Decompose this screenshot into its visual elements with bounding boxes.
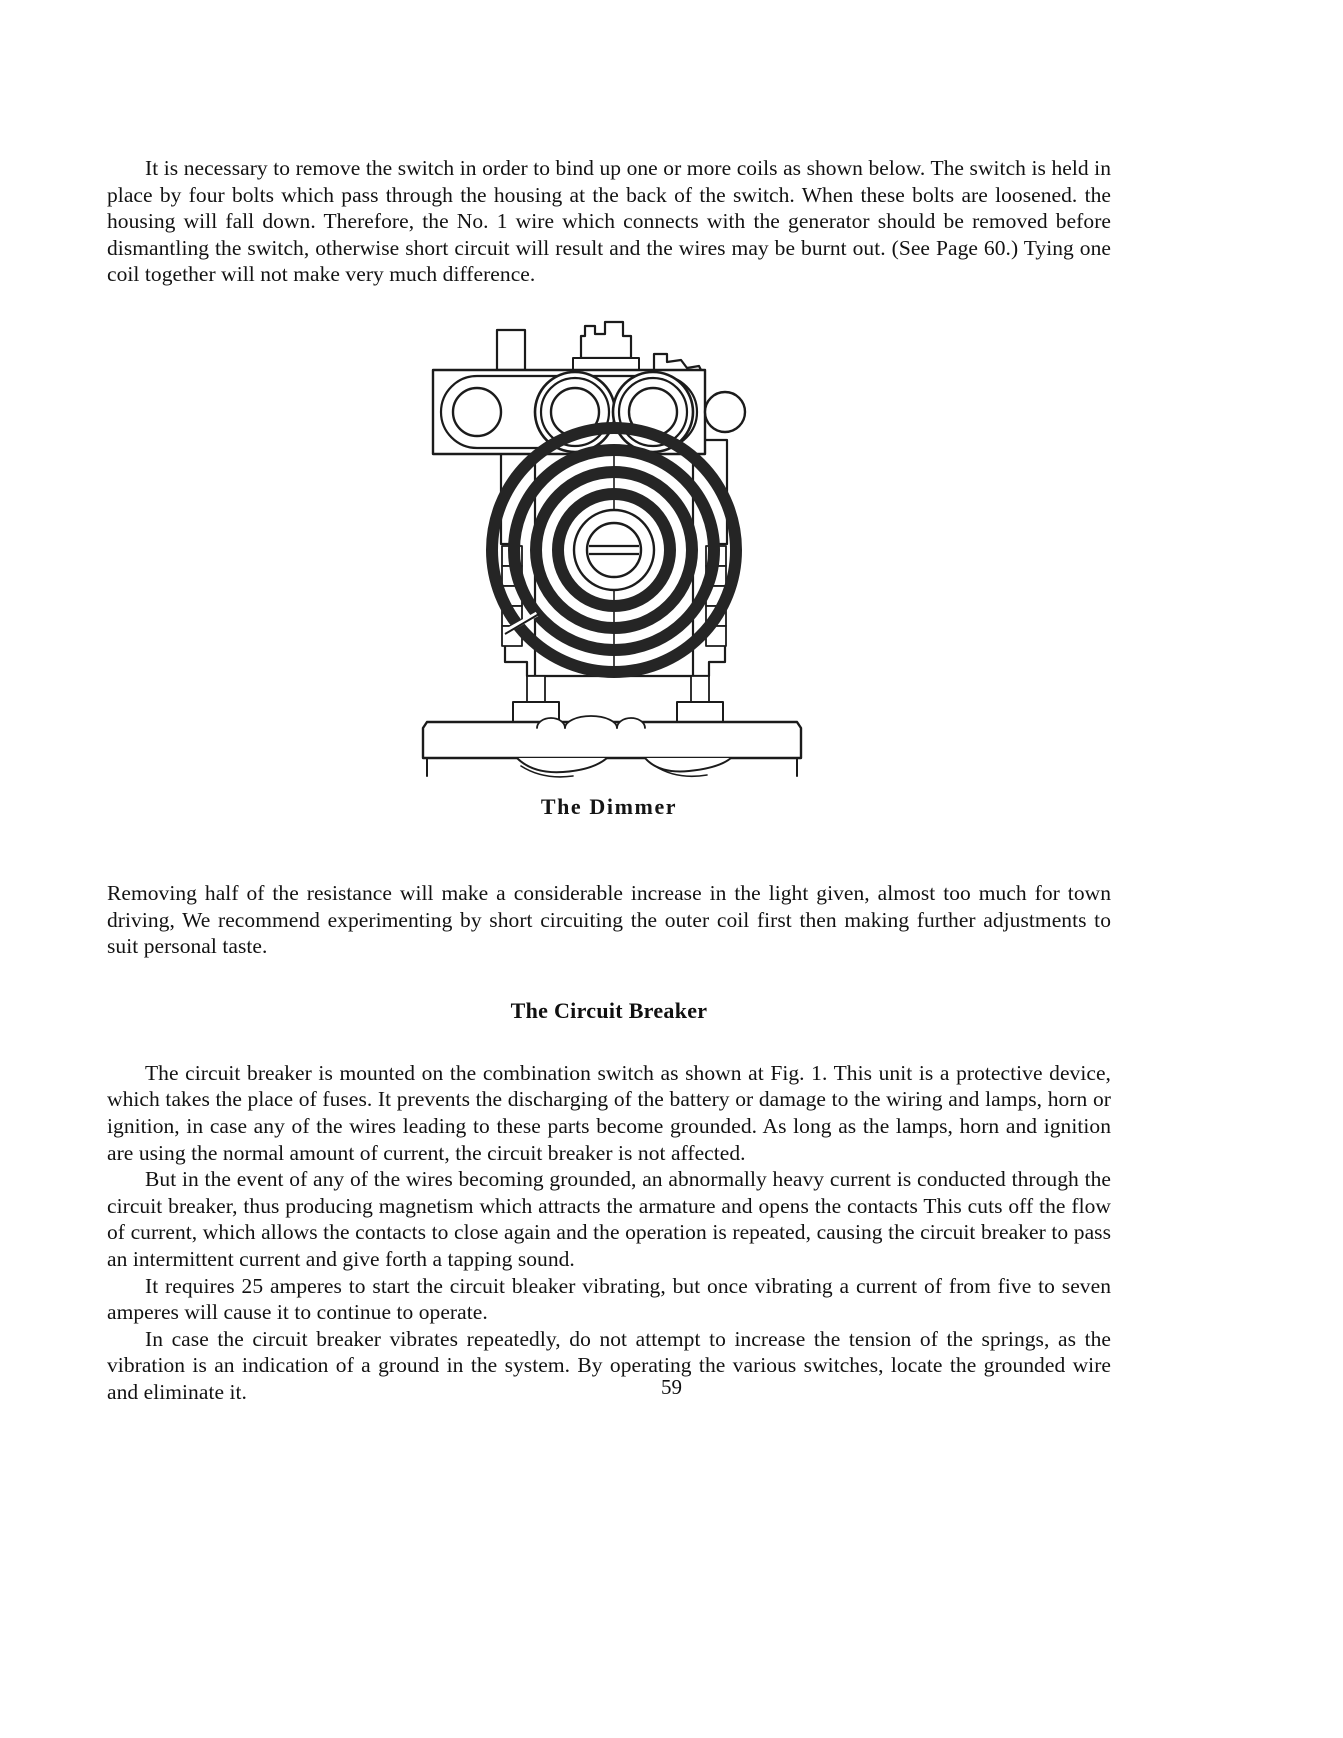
- section-heading-circuit-breaker: The Circuit Breaker: [510, 997, 708, 1023]
- paragraph-breaker-4: In case the circuit breaker vibrates repeatedly, do not attempt to increase the tension of the springs, as the vibration is an indication of a ground in the system. By operating the various switches, locate the grounded wire and eliminate it.: [107, 1326, 1111, 1404]
- spacer: [107, 960, 1111, 998]
- figure-caption-the-dimmer: The Dimmer: [540, 793, 678, 819]
- paragraph-breaker-2: But in the event of any of the wires becoming grounded, an abnormally heavy current is conducted through the circuit breaker, thus producing magnetism which attracts the armature and opens the contacts This cuts off the flow of current, which allows the contacts to close again and the operation is repeated, causing the circuit breaker to pass an intermittent current and give forth a tapping sound.: [107, 1167, 1111, 1271]
- paragraph-after-figure: Removing half of the resistance will make a considerable increase in the light given, almost too much for town driving, We recommend experimenting by short circuiting the outer coil first then making further adjustments to suit personal taste.: [107, 880, 1111, 959]
- paragraph-intro: It is necessary to remove the switch in order to bind up one or more coils as shown below. The switch is held in place by four bolts which pass through the housing at the back of the switch. When these bolts are loosened. the housing will fall down. Therefore, the No. 1 wire which connects with the generator should be removed before dismantling the switch, otherwise short circuit will result and the wires may be burnt out. (See Page 60.) Tying one coil together will not make very much difference.: [107, 156, 1111, 287]
- figure-the-dimmer: [107, 314, 1111, 820]
- spacer: [107, 1024, 1111, 1060]
- page-number: 59: [661, 1375, 682, 1399]
- paragraph-breaker-3: It requires 25 amperes to start the circuit bleaker vibrating, but once vibrating a current of from five to seven amperes will cause it to continue to operate.: [107, 1273, 1111, 1325]
- page-content: [107, 155, 1111, 1405]
- paragraph-breaker-1: The circuit breaker is mounted on the combination switch as shown at Fig. 1. This unit is a protective device, which takes the place of fuses. It prevents the discharging of the battery or damage to the wiring and lamps, horn or ignition, in case any of the wires leading to these parts become grounded. As long as the lamps, horn and ignition are using the normal amount of current, the circuit breaker is not affected.: [107, 1060, 1111, 1165]
- spacer: [107, 820, 1111, 880]
- dimmer-illustration: [409, 314, 809, 784]
